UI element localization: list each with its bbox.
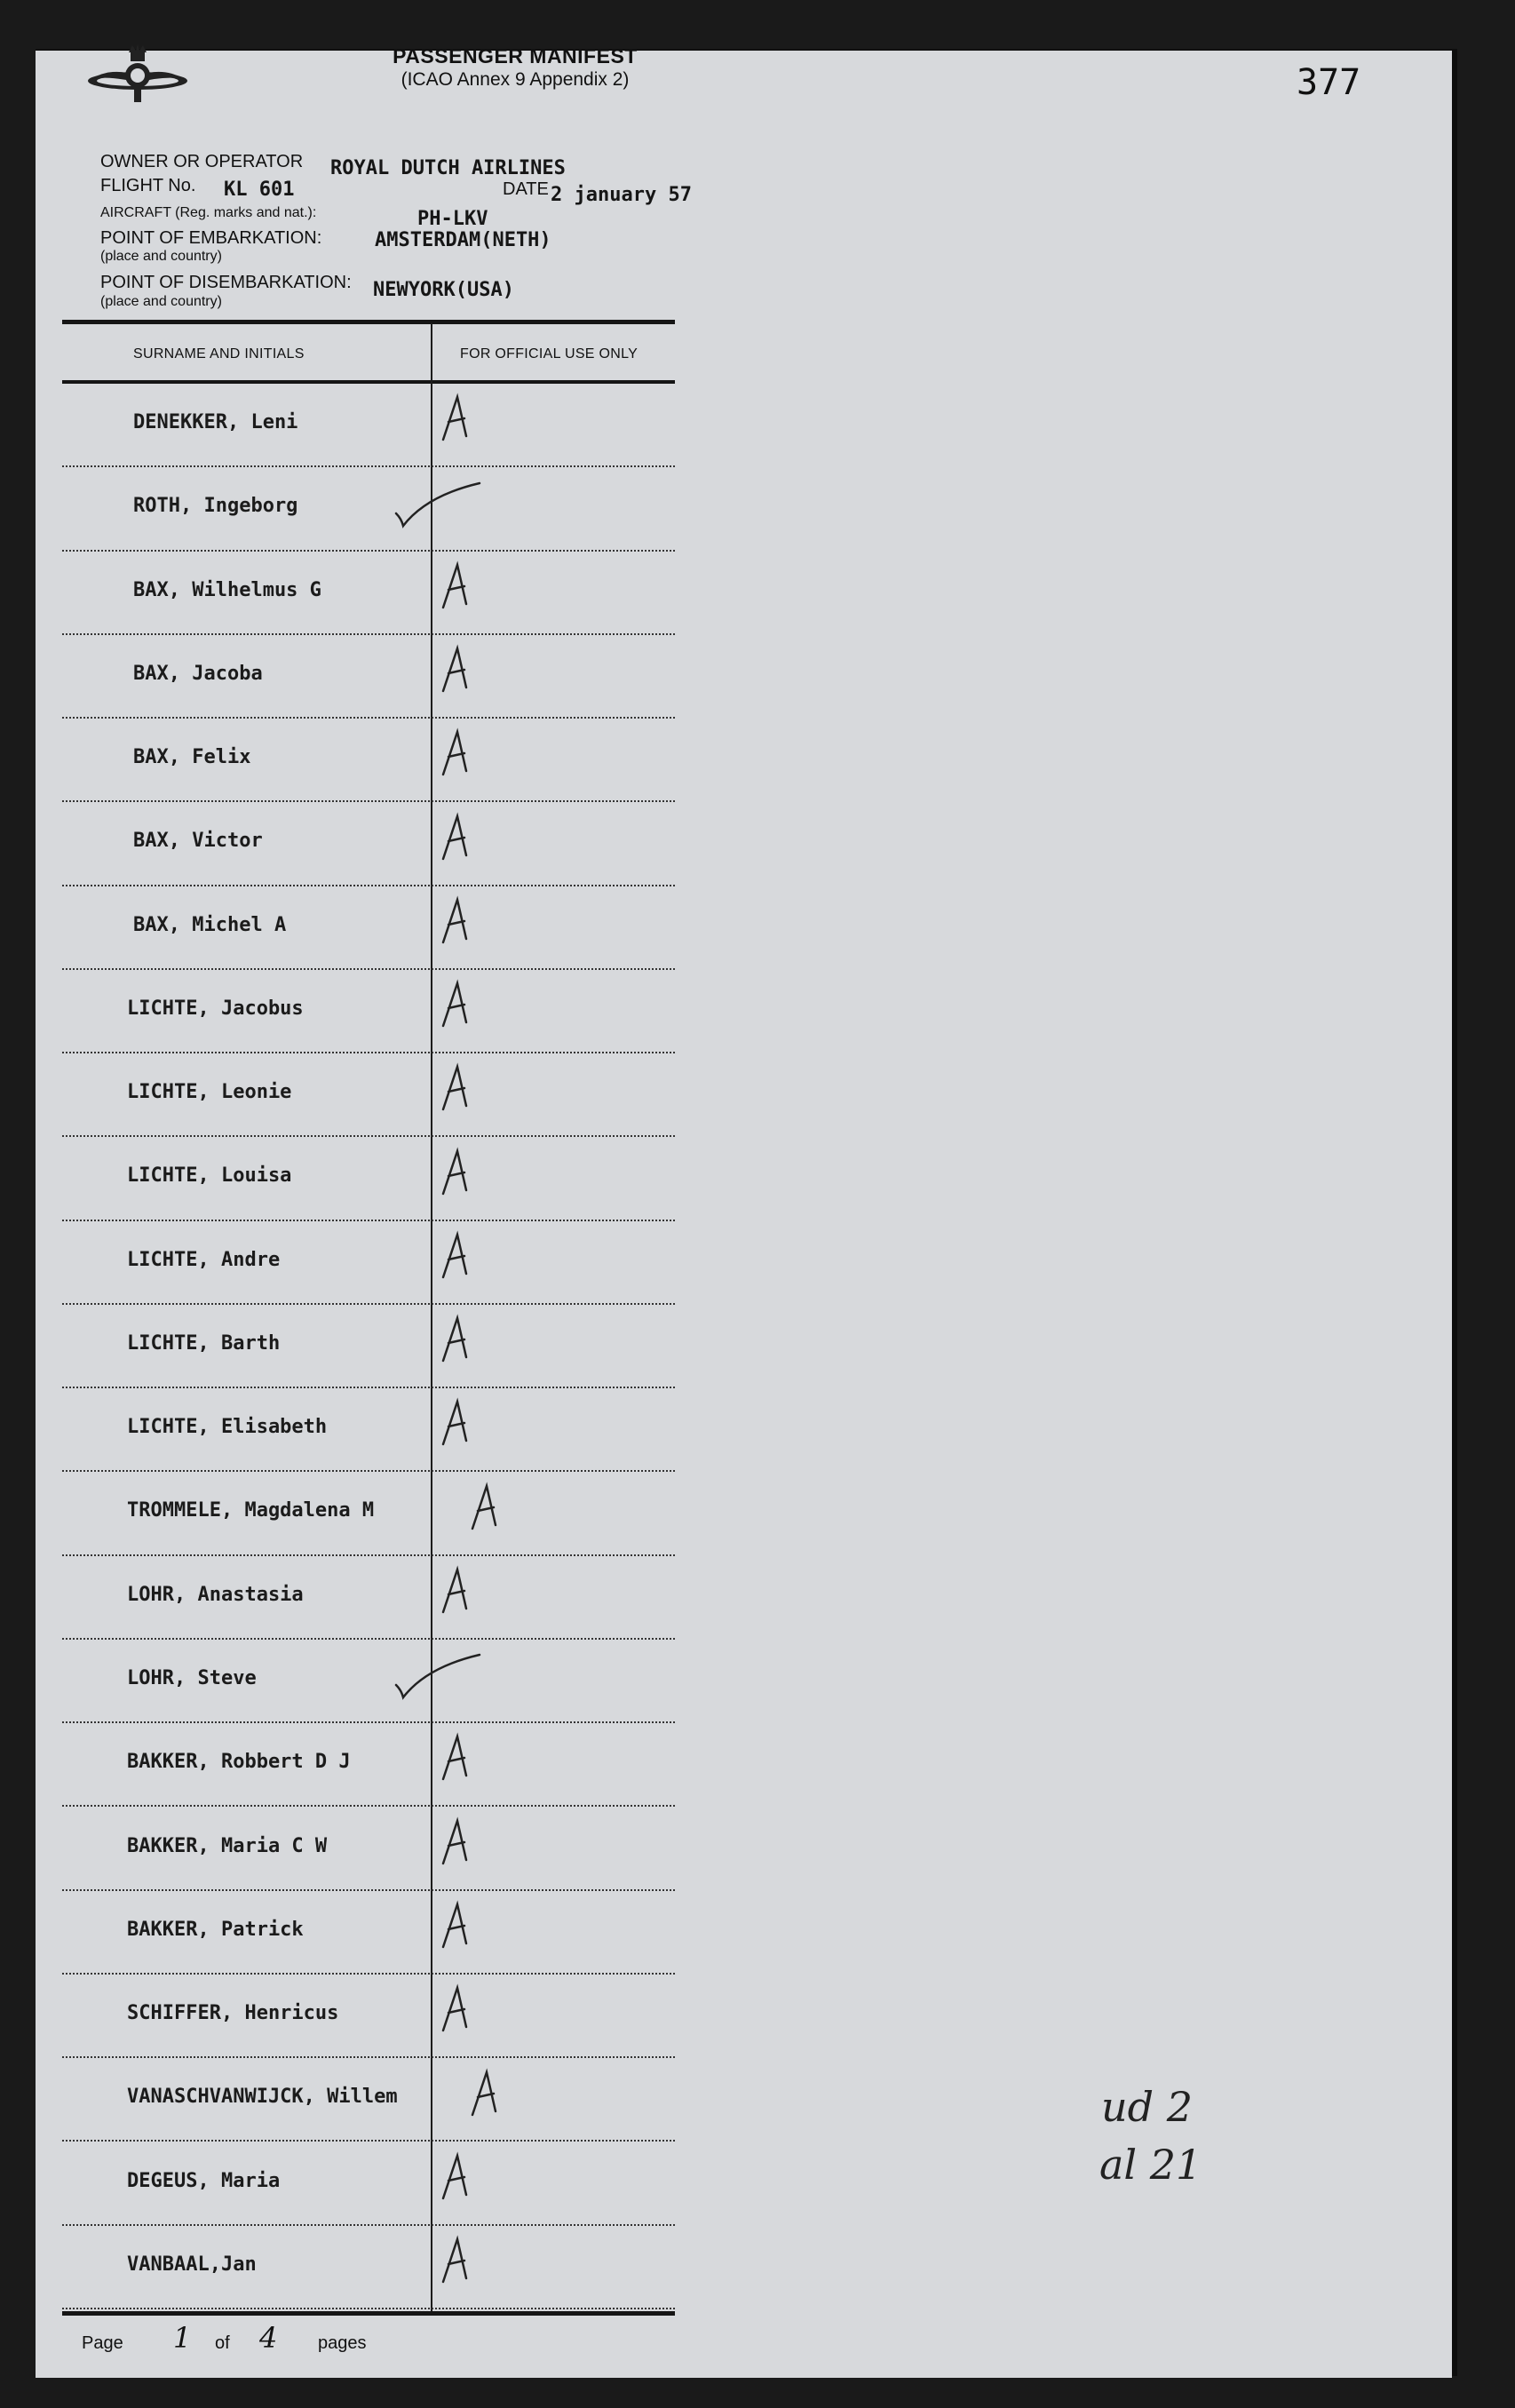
row-rule [62, 968, 675, 970]
passenger-name: LICHTE, Leonie [127, 1081, 292, 1104]
handwritten-check-mark [391, 478, 488, 536]
row-rule [62, 465, 675, 467]
passenger-name: LICHTE, Jacobus [127, 997, 304, 1020]
row-rule [62, 633, 675, 635]
handwritten-a-mark [440, 1901, 475, 1955]
footer-page-total: 4 [259, 2321, 278, 2355]
row-rule [62, 885, 675, 886]
passenger-name: LOHR, Anastasia [127, 1583, 304, 1606]
column-divider [431, 323, 432, 2313]
passenger-name: LOHR, Steve [127, 1667, 257, 1690]
footer-page-label: Page [82, 2333, 123, 2353]
passenger-name: DENEKKER, Leni [133, 411, 298, 434]
handwritten-a-mark [440, 1063, 475, 1117]
surname-column-header: SURNAME AND INITIALS [133, 346, 305, 362]
handwritten-a-mark [440, 1148, 475, 1202]
row-rule [62, 1805, 675, 1807]
row-rule [62, 1220, 675, 1221]
handwritten-a-mark [440, 896, 475, 950]
passenger-name: VANASCHVANWIJCK, Willem [127, 2086, 398, 2109]
passenger-name: DEGEUS, Maria [127, 2169, 281, 2192]
handwritten-a-mark [440, 393, 475, 448]
handwritten-a-mark [469, 2069, 504, 2123]
handwritten-a-mark [469, 1482, 504, 1537]
row-rule [62, 1470, 675, 1472]
passenger-name: BAX, Felix [133, 746, 251, 769]
row-rule [62, 2308, 675, 2309]
klm-crown-logo [84, 40, 191, 111]
handwritten-a-mark [440, 1733, 475, 1787]
row-rule [62, 1135, 675, 1137]
passenger-name: BAX, Wilhelmus G [133, 578, 321, 601]
handwritten-a-mark [440, 1566, 475, 1620]
owner-value: ROYAL DUTCH AIRLINES [330, 157, 566, 179]
row-rule [62, 2140, 675, 2142]
passenger-name: LICHTE, Louisa [127, 1164, 292, 1188]
footer-pages-label: pages [318, 2333, 367, 2353]
row-rule [62, 2224, 675, 2226]
table-top-rule [62, 320, 675, 324]
embarkation-label: POINT OF EMBARKATION: [100, 228, 322, 248]
row-rule [62, 1721, 675, 1723]
table-header-rule [62, 380, 675, 384]
row-rule [62, 1889, 675, 1891]
handwritten-a-mark [440, 1315, 475, 1369]
aircraft-label: AIRCRAFT (Reg. marks and nat.): [100, 205, 317, 220]
handwritten-annotation-line2: al 21 [1099, 2141, 1202, 2189]
handwritten-a-mark [440, 813, 475, 867]
sheet-edge [1452, 49, 1457, 2376]
disembarkation-label: POINT OF DISEMBARKATION: [100, 273, 352, 292]
row-rule [62, 800, 675, 802]
passenger-name: LICHTE, Elisabeth [127, 1416, 328, 1439]
handwritten-a-mark [440, 1398, 475, 1452]
handwritten-a-mark [440, 728, 475, 783]
embarkation-note: (place and country) [100, 249, 222, 264]
passenger-name: BAX, Jacoba [133, 662, 263, 685]
passenger-name: SCHIFFER, Henricus [127, 2002, 339, 2025]
disembarkation-value: NEWYORK(USA) [373, 279, 514, 301]
handwritten-a-mark [440, 1231, 475, 1285]
row-rule [62, 2056, 675, 2058]
passenger-name: BAKKER, Patrick [127, 1918, 304, 1941]
handwritten-a-mark [440, 1984, 475, 2038]
date-label: DATE [503, 179, 549, 199]
passenger-name: BAX, Victor [133, 830, 263, 853]
handwritten-a-mark [440, 645, 475, 699]
passenger-name: BAKKER, Maria C W [127, 1834, 328, 1857]
owner-label: OWNER OR OPERATOR [100, 152, 304, 171]
handwritten-check-mark [391, 1649, 488, 1707]
row-rule [62, 1303, 675, 1305]
document-subtitle: (ICAO Annex 9 Appendix 2) [401, 69, 630, 90]
passenger-name: LICHTE, Andre [127, 1248, 281, 1271]
footer-page-number: 1 [173, 2321, 192, 2355]
row-rule [62, 1554, 675, 1556]
passenger-name: BAKKER, Robbert D J [127, 1751, 351, 1774]
row-rule [62, 1387, 675, 1388]
embarkation-value: AMSTERDAM(NETH) [375, 229, 551, 251]
aircraft-value: PH-LKV [417, 208, 488, 230]
official-use-column-header: FOR OFFICIAL USE ONLY [460, 346, 639, 362]
row-rule [62, 1638, 675, 1640]
handwritten-a-mark [440, 2152, 475, 2206]
manifest-sheet [36, 49, 1452, 2378]
passenger-name: TROMMELE, Magdalena M [127, 1499, 375, 1522]
handwritten-annotation-line1: ud 2 [1101, 2083, 1193, 2131]
disembarkation-note: (place and country) [100, 294, 222, 309]
flight-label: FLIGHT No. [100, 176, 196, 195]
handwritten-a-mark [440, 561, 475, 616]
row-rule [62, 1973, 675, 1975]
flight-value: KL 601 [224, 179, 295, 201]
row-rule [62, 1052, 675, 1053]
passenger-name: VANBAAL,Jan [127, 2253, 257, 2276]
date-value: 2 january 57 [551, 184, 692, 206]
table-bottom-rule [62, 2311, 675, 2316]
handwritten-a-mark [440, 2236, 475, 2290]
handwritten-a-mark [440, 1817, 475, 1872]
row-rule [62, 717, 675, 719]
passenger-name: LICHTE, Barth [127, 1331, 281, 1355]
passenger-name: ROTH, Ingeborg [133, 495, 298, 518]
document-title: PASSENGER MANIFEST [393, 44, 638, 68]
footer-of-label: of [215, 2333, 230, 2353]
handwritten-a-mark [440, 980, 475, 1034]
row-rule [62, 550, 675, 552]
passenger-name: BAX, Michel A [133, 913, 287, 936]
page-stamp-number: 377 [1297, 62, 1361, 103]
